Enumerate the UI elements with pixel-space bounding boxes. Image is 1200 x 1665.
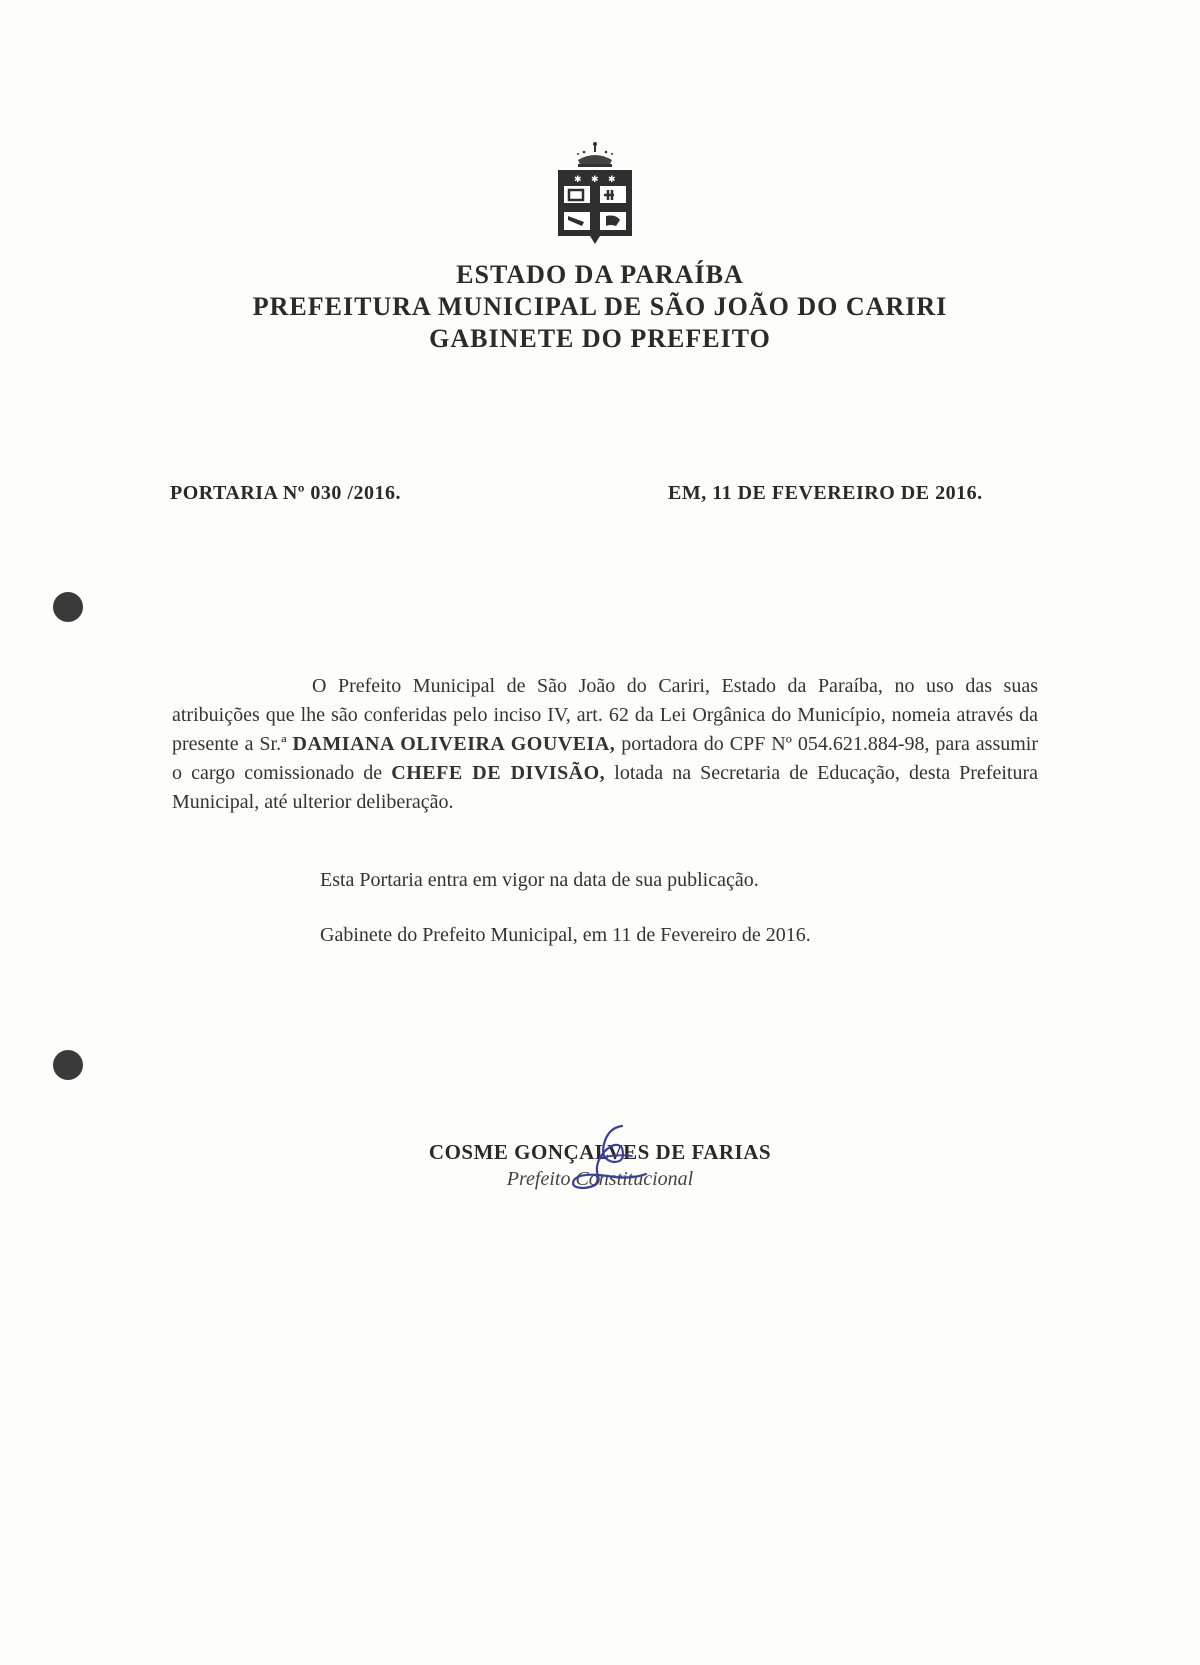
appointed-position: CHEFE DE DIVISÃO, <box>391 762 606 784</box>
text-after-position: lotada na Secretaria de Educação, desta Prefeitura Municipal, até ulterior deliberação. <box>172 762 1038 813</box>
signatory-title: Prefeito Constitucional <box>506 1168 694 1190</box>
portaria-number: PORTARIA Nº 030 /2016. <box>170 482 401 504</box>
header-office: GABINETE DO PREFEITO <box>429 324 771 353</box>
appointee-name: DAMIANA OLIVEIRA GOUVEIA, <box>292 733 616 755</box>
office-date-paragraph: Gabinete do Prefeito Municipal, em 11 de Fevereiro de 2016. <box>320 924 811 946</box>
municipal-coat-of-arms-icon <box>554 140 636 252</box>
signatory-name: COSME GONÇALVES DE FARIAS <box>428 1140 772 1164</box>
portaria-date: EM, 11 DE FEVEREIRO DE 2016. <box>668 482 983 504</box>
handwritten-signature-icon <box>560 1118 660 1198</box>
header-municipality: PREFEITURA MUNICIPAL DE SÃO JOÃO DO CARIRI <box>252 292 948 321</box>
header-state: ESTADO DA PARAÍBA <box>456 260 744 289</box>
text-before-name: O Prefeito Municipal de São João do Cariri, Estado da Paraíba, no uso das suas atribuições que lhe são conferidas pelo inciso IV, art. 62 da Lei Orgânica do Município, nomeia através da presente a Sr.ª <box>172 675 1038 755</box>
svg-text:✱: ✱ <box>574 175 582 185</box>
effective-date-paragraph: Esta Portaria entra em vigor na data de sua publicação. <box>320 869 759 891</box>
punch-hole-top <box>53 592 83 622</box>
svg-text:✱: ✱ <box>608 175 616 185</box>
svg-text:✱: ✱ <box>591 175 599 185</box>
text-after-name: portadora do CPF Nº 054.621.884-98, para assumir o cargo comissionado de <box>172 733 1038 784</box>
punch-hole-bottom <box>53 1050 83 1080</box>
main-paragraph <box>172 672 1038 817</box>
